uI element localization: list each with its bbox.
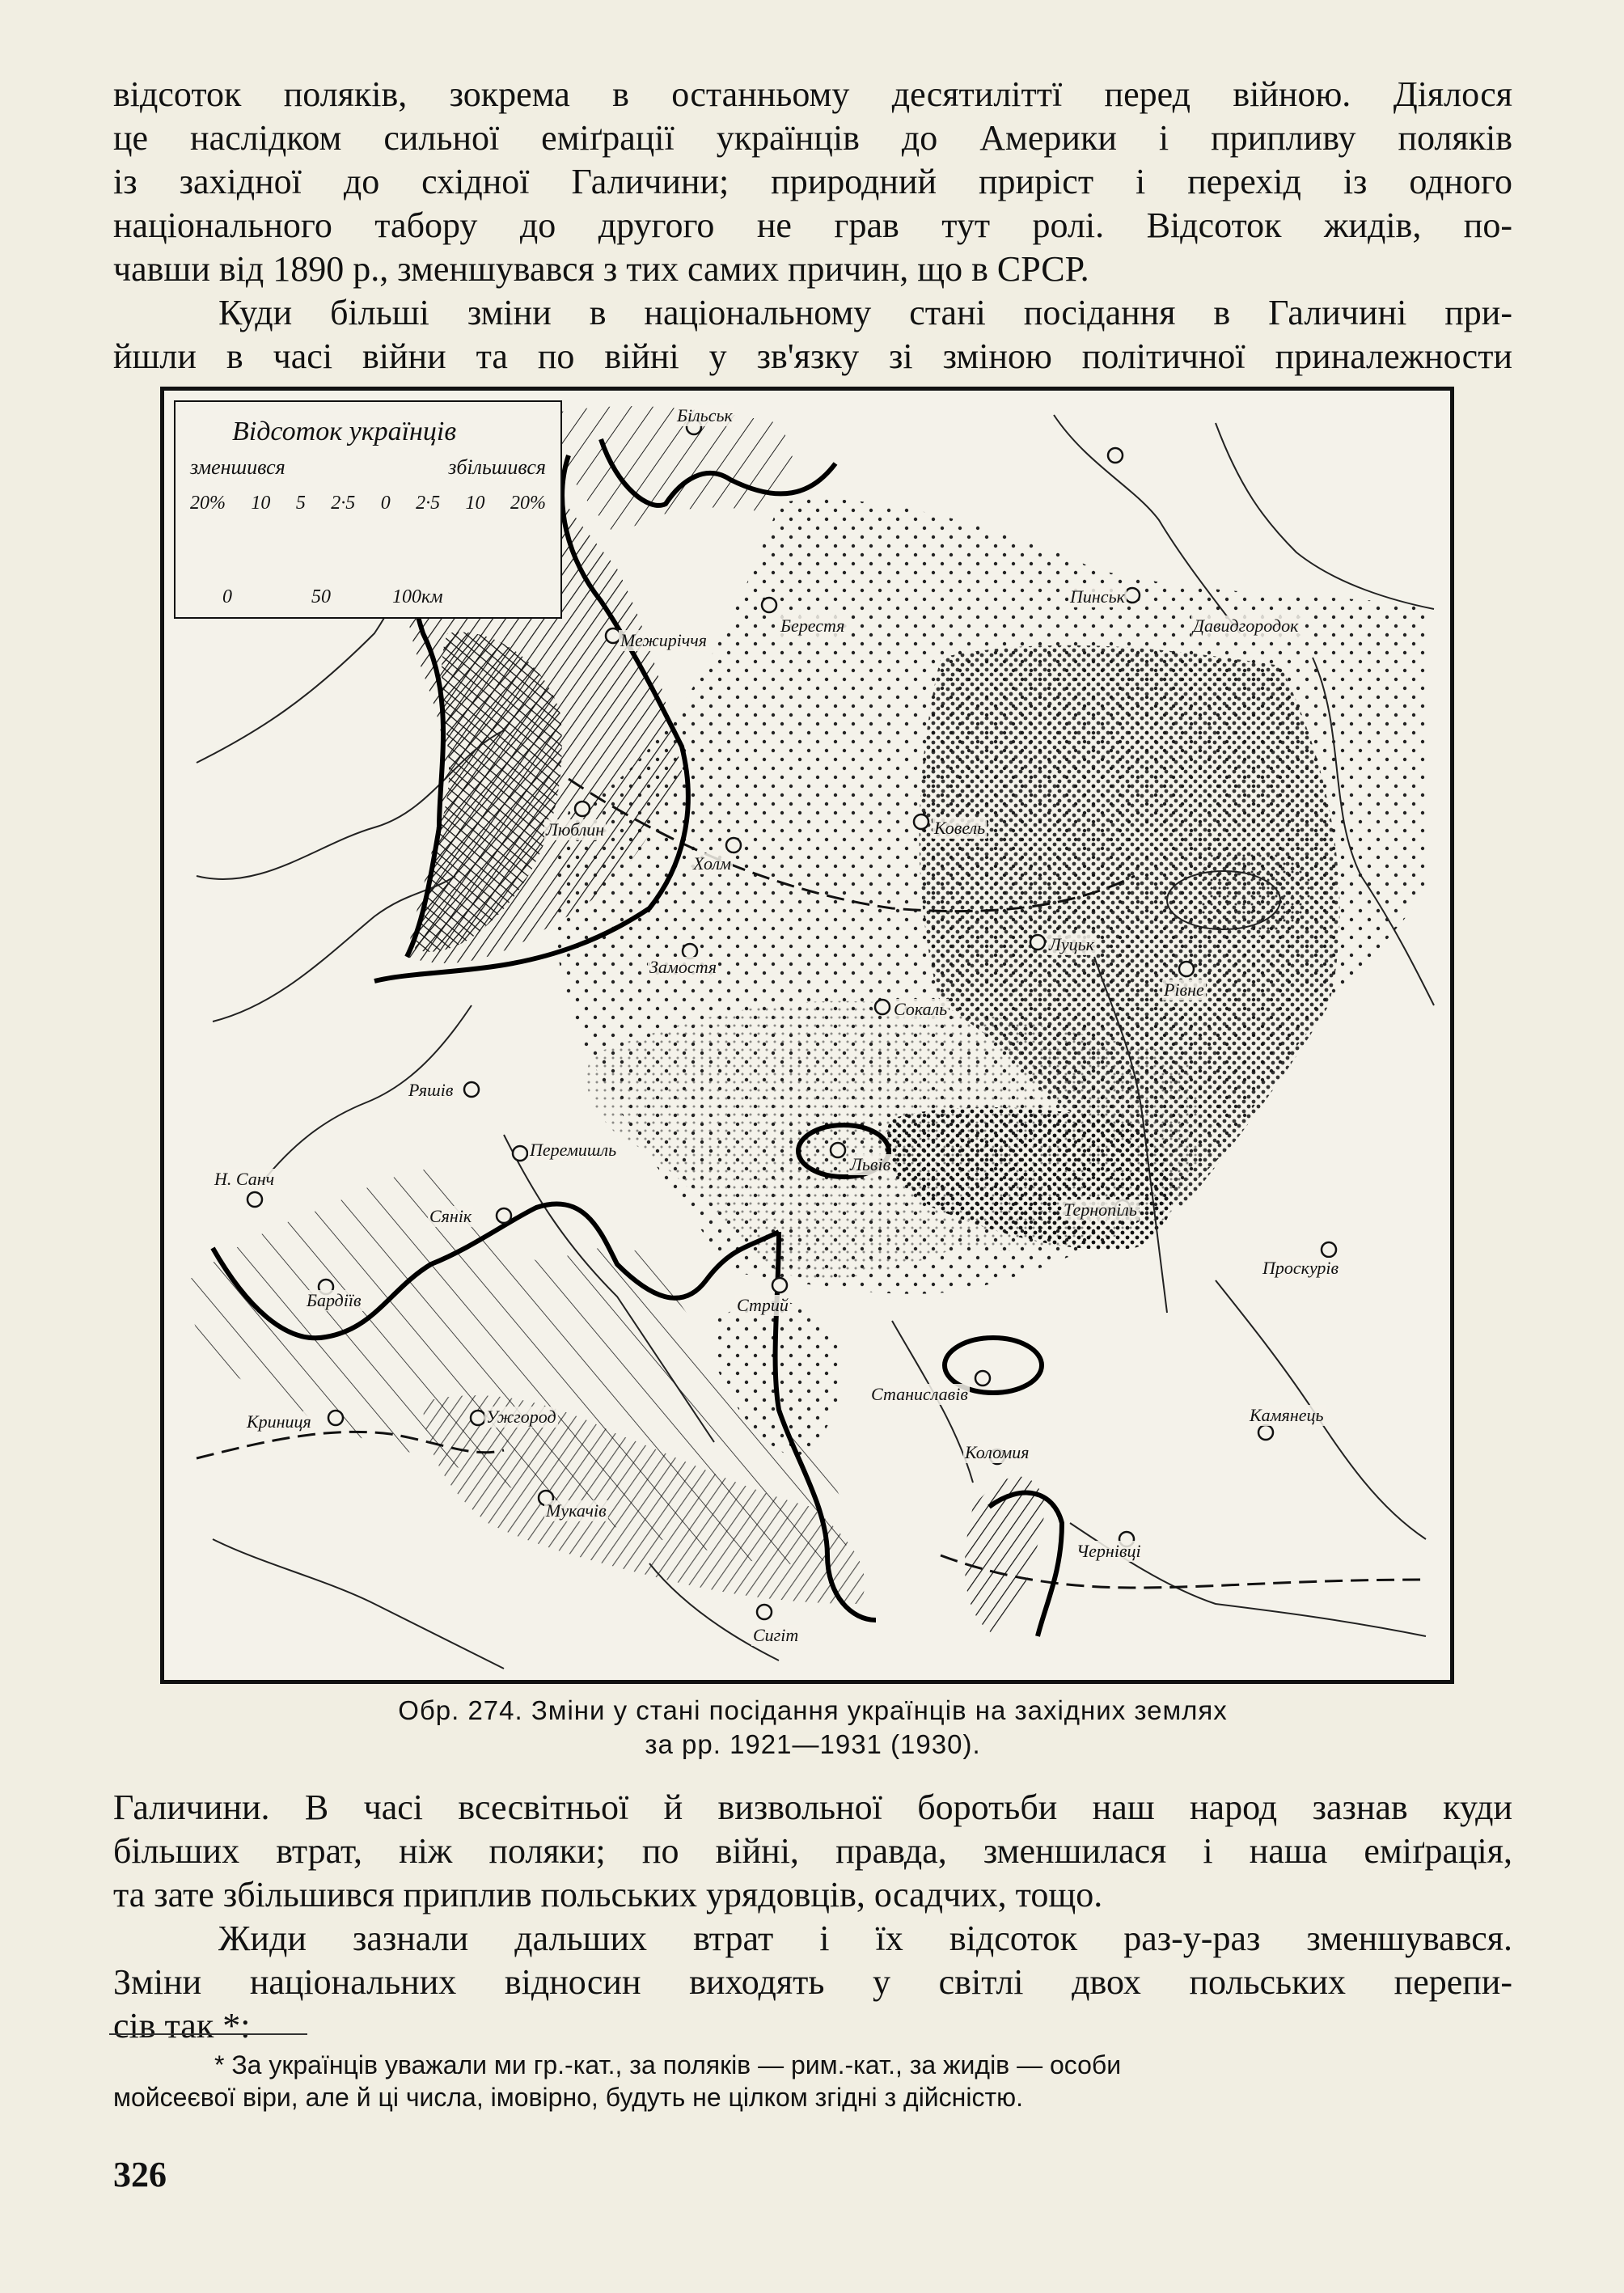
place-label-kholm: Холм (693, 853, 732, 874)
place-label-kolomyia: Коломия (965, 1442, 1030, 1462)
region-bilsk-hatch (544, 406, 793, 536)
place-label-peremyshl: Перемишль (530, 1140, 617, 1160)
place-label-uzhhorod: Ужгород (486, 1407, 556, 1427)
text-line: та зате збільшився приплив польських урядовців, осадчих, тощо. (113, 1875, 1103, 1914)
footnote-line: мойсеєвої віри, але й ці числа, імовірно, будуть не цілком згідні з дійсністю. (113, 2083, 1023, 2112)
legend-tick: 20% (190, 493, 226, 514)
legend-direction-labels (190, 455, 546, 480)
place-label-stanyslaviv: Станиславів (871, 1384, 968, 1404)
place-label-zamostia: Замостя (649, 957, 717, 977)
legend-decreased-label: зменшився (190, 455, 285, 479)
text-line: це наслідком сильної еміґрації українців до Америки і припливу поляків (113, 118, 1512, 158)
text-line: Галичини. В часі всесвітньої й визвольної боротьби наш народ зазнав куди (113, 1787, 1512, 1827)
legend-tick: 2·5 (331, 493, 356, 514)
place-label-stryi: Стрий (737, 1295, 789, 1315)
legend-tick: 5 (295, 493, 306, 514)
top-paragraph (113, 73, 1512, 379)
text-line: відсоток поляків, зокрема в останньому десятиліттї перед війною. Діялося (113, 74, 1512, 114)
place-label-kovel: Ковель (934, 818, 986, 838)
place-label-bilsk: Більськ (677, 405, 733, 425)
footnote (113, 2049, 1512, 2113)
bottom-paragraph (113, 1786, 1512, 2048)
place-label-lutsk: Луцьк (1049, 934, 1094, 954)
footnote-divider (109, 2033, 307, 2035)
scale-label: 50 (311, 586, 331, 607)
place-label-n-sanch: Н. Санч (214, 1169, 275, 1189)
text-line: Куди більші зміни в національному стані посідання в Галичині при- (218, 293, 1512, 332)
place-label-chernivtsi: Чернівці (1076, 1541, 1141, 1561)
legend-tick: 10 (251, 493, 271, 514)
place-label-sianik: Сянік (429, 1206, 472, 1226)
place-label-krynytsia: Криниця (247, 1411, 311, 1432)
scale-label: 0 (222, 586, 232, 607)
map-figure (160, 387, 1454, 1684)
region-bukovina-hatch (965, 1477, 1046, 1637)
caption-line: за рр. 1921—1931 (1930). (645, 1729, 981, 1759)
text-line: сів так *: (113, 2006, 251, 2046)
figure-caption (113, 1694, 1512, 1762)
place-label-mukachiv: Мукачів (546, 1500, 607, 1521)
legend-ticks (190, 493, 546, 514)
map-legend (174, 400, 562, 619)
text-line: чавши від 1890 р., зменшувався з тих самих причин, що в СРСР. (113, 249, 1089, 289)
place-label-ternopil: Тернопіль (1064, 1199, 1137, 1220)
text-line: національного табору до другого не грав тут ролі. Відсоток жидів, по- (113, 205, 1512, 245)
page-number: 326 (113, 2155, 167, 2194)
text-line: Зміни національних відносин виходять у світлі двох польських перепи- (113, 1962, 1512, 2002)
place-label-lviv: Львів (850, 1154, 891, 1174)
legend-tick: 10 (465, 493, 485, 514)
footnote-line: * За українців уважали ми гр.-кат., за поляків — рим.-кат., за жидів — особи (214, 2050, 1122, 2079)
place-label-berestia: Берестя (780, 616, 845, 636)
legend-increased-label: збільшився (448, 455, 546, 479)
place-label-riashiv: Ряшів (408, 1080, 454, 1100)
caption-line: Обр. 274. Зміни у стані посідання українців на західних землях (398, 1695, 1228, 1725)
place-label-liublyn: Люблин (546, 819, 605, 840)
place-label-mezhyrichchia: Межиріччя (620, 630, 708, 650)
text-line: Жиди зазнали дальших втрат і їх відсоток раз-у-раз зменшувався. (218, 1919, 1512, 1958)
legend-tick: 2·5 (416, 493, 441, 514)
text-line: із західної до східної Галичини; природний приріст і перехід із одного (113, 162, 1512, 201)
legend-tick: 0 (380, 493, 391, 514)
place-label-bardiiv: Бардіїв (307, 1290, 362, 1310)
place-label-syhit: Сигіт (753, 1625, 799, 1645)
text-line: йшли в часі війни та по війні у зв'язку зі зміною політичної приналежности (113, 336, 1512, 376)
scale-label: 100км (392, 586, 443, 607)
place-label-rivne: Рівне (1164, 979, 1204, 1000)
text-line: більших втрат, ніж поляки; по війні, правда, зменшилася і наша еміґрація, (113, 1831, 1512, 1871)
place-label-proskuriv: Проскурів (1262, 1258, 1339, 1278)
place-label-kamianets: Камянець (1250, 1405, 1324, 1425)
place-label-davydhorodok: Давидгородок (1193, 616, 1299, 636)
place-label-sokal: Сокаль (894, 999, 948, 1019)
legend-tick: 20% (510, 493, 546, 514)
place-label-pynsk: Пинськ (1070, 586, 1125, 607)
legend-title: Відсоток українців (232, 417, 457, 446)
